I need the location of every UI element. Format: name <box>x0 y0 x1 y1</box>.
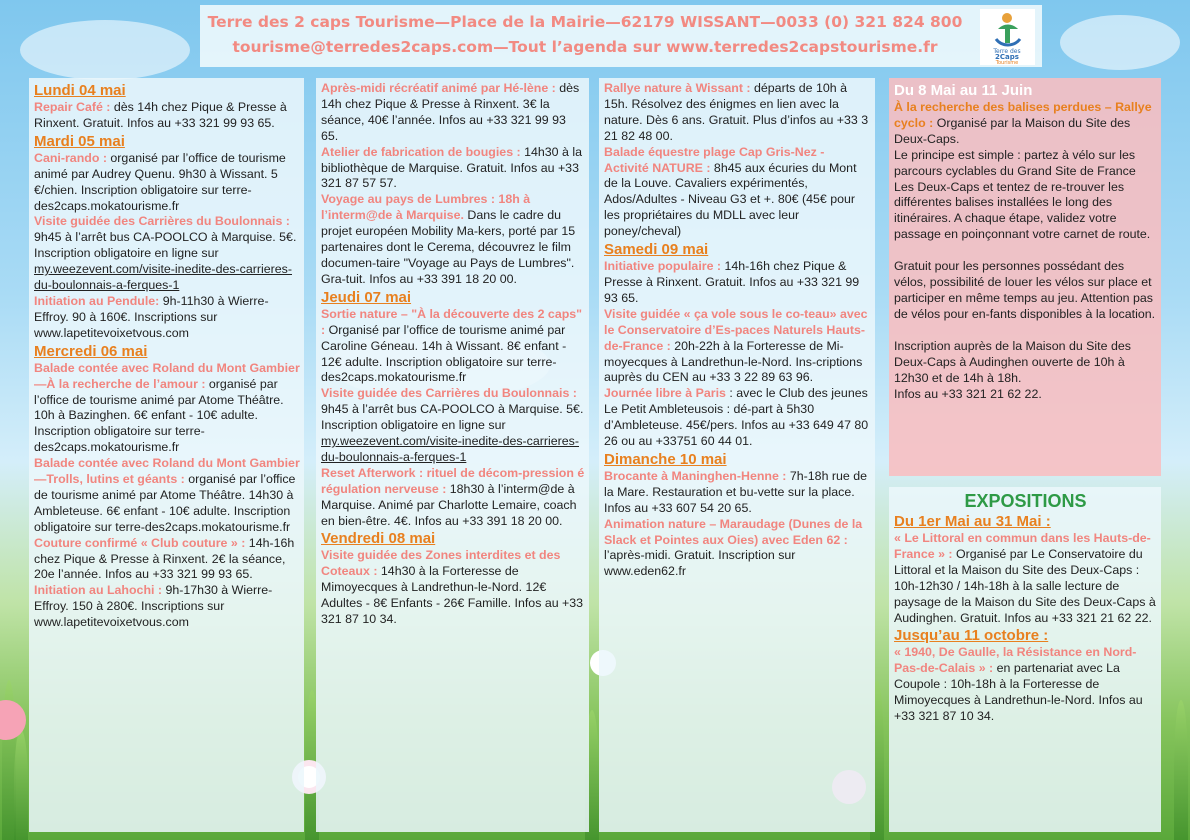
expositions-panel <box>889 487 1161 832</box>
event-details: 9h-11h30 à Wierre-Effroy. 90 à 160€. Inscriptions sur www.lapetitevoixetvous.com <box>34 293 269 340</box>
terre-des-2-caps-logo <box>980 9 1035 65</box>
event-details: 20h-22h à la Forteresse de Mi-moyecques à Landrethun-le-Nord. Ins-criptions auprès du CEN au +33 3 22 89 63 96. <box>604 338 863 385</box>
paragraph: Le principe est simple : partez à vélo sur les parcours cyclables du Grand Site de France Les Deux-Caps et tentez de re-trouver les différentes balises installées le long des itinéraires. A chaque étape, validez votre passage en poinçonnant votre carnet de route. <box>894 147 1151 242</box>
event-details: 7h-18h rue de la Mare. Restauration et bu-vette sur la place. Infos au +33 607 54 20 65. <box>604 468 868 515</box>
event <box>34 151 300 215</box>
period-heading: Du 8 Mai au 11 Juin <box>894 82 1033 99</box>
event-link[interactable]: my.weezevent.com/visite-inedite-des-carrieres-du-boulonnais-a-ferques-1 <box>34 262 292 293</box>
day-heading: Mardi 05 mai <box>34 132 125 150</box>
day-heading: Jeudi 07 mai <box>321 288 412 306</box>
expositions-title: EXPOSITIONS <box>964 491 1087 511</box>
day-heading: Mercredi 06 mai <box>34 342 148 360</box>
cloud <box>20 20 190 80</box>
event-details: 9h45 à l’arrêt bus CA-POOLCO à Marquise. 5€. Inscription obligatoire en ligne sur <box>34 230 297 261</box>
event-title: Balade équestre plage Cap Gris-Nez - Activité NATURE : <box>604 144 825 175</box>
event-title: Reset Afterwork : rituel de décom-pression é régulation nerveuse : <box>321 465 585 496</box>
event-details: organisé par l’office de tourisme animé par Atome Théâtre. 10h à Bazinghen. 6€ enfant - 10€ adulte. Inscription obligatoire sur terre-des2caps.mokatourisme.fr <box>34 376 284 455</box>
agenda-column-2 <box>316 78 589 832</box>
event-details: 14h-16h chez Pique & Presse à Rinxent. Gratuit. Infos au +33 321 99 93 65. <box>604 259 860 305</box>
event-title: Animation nature – Maraudage (Dunes de la Slack et Pointes aux Oies) avec Eden 62 : <box>604 516 863 547</box>
event <box>604 469 871 517</box>
day-heading: Dimanche 10 mai <box>604 450 727 468</box>
event-title: Après-midi récréatif animé par Hé-lène : <box>321 81 556 95</box>
day-heading: Samedi 09 mai <box>604 241 709 259</box>
event-title: Couture confirmé « Club couture » : <box>34 535 246 550</box>
event-details: 9h45 à l’arrêt bus CA-POOLCO à Marquise. 5€. Inscription obligatoire en ligne sur <box>321 402 584 433</box>
agenda-column-3 <box>599 78 875 832</box>
event-link[interactable]: my.weezevent.com/visite-inedite-des-carrieres-du-boulonnais-a-ferques-1 <box>321 434 579 464</box>
header-web: tourisme@terredes2caps.com—Tout l’agenda sur www.terredes2capstourisme.fr <box>232 38 938 56</box>
event-details: 14h30 à la bibliothèque de Marquise. Gratuit. Infos au +33 321 87 57 57. <box>321 144 582 191</box>
grass-blade <box>14 730 28 840</box>
event <box>34 100 300 132</box>
event-title: Voyage au pays de Lumbres : 18h à l’interm@de à Marquise. <box>321 192 531 223</box>
event-details: organisé par l’office de tourisme animé par Audrey Quenu. 9h30 à Wissant. 5 €/chien. Inscription obligatoire sur terre-des2caps.mokatourisme.fr <box>34 150 286 213</box>
event-details: dès 14h chez Pique & Presse à Rinxent. Gratuit. Infos au +33 321 99 93 65. <box>34 100 287 130</box>
event <box>321 307 585 387</box>
event <box>34 361 300 456</box>
event <box>321 466 585 530</box>
event <box>321 81 585 145</box>
event <box>321 548 585 628</box>
contact-header <box>200 5 1042 67</box>
event-title: Brocante à Maninghen-Henne : <box>604 468 787 483</box>
event-title: Initiation au Pendule: <box>34 293 160 308</box>
svg-text:2Caps: 2Caps <box>995 53 1019 61</box>
event-details: en partenariat avec La Coupole : 10h-18h à la Forteresse de Mimoyecques à Landrethun-le-Nord. Infos au +33 321 87 10 34. <box>894 661 1143 724</box>
event-title: À la recherche des balises perdues – Rallye cyclo : <box>894 100 1152 130</box>
event-title: Repair Café : <box>34 100 111 114</box>
cloud <box>1060 15 1180 70</box>
event-details: 9h-17h30 à Wierre-Effroy. 150 à 280€. Inscriptions sur www.lapetitevoixetvous.com <box>34 583 273 630</box>
event <box>321 192 585 287</box>
event <box>894 100 1157 148</box>
event-title: Balade contée avec Roland du Mont Gambier—À la recherche de l’amour : <box>34 360 300 391</box>
event-details: 14h-16h chez Pique & Presse à Rinxent. 2€ la séance, 20e l’année. Infos au +33 321 99 93 65. <box>34 535 295 582</box>
event <box>604 145 871 240</box>
event-title: Cani-rando : <box>34 150 107 165</box>
event-details: : avec le Club des jeunes Le Petit Ambleteusois : dé-part à 5h30 d’Ambleteuse. 45€/pers. Infos au +33 649 47 80 26 ou au +33751 60 44 01. <box>604 386 869 449</box>
event <box>604 386 871 450</box>
event <box>321 386 585 466</box>
event-title: Visite guidée des Zones interdites et des Coteaux : <box>321 548 561 579</box>
svg-text:Tourisme: Tourisme <box>995 60 1019 65</box>
paragraph: Infos au +33 321 21 62 22. <box>894 386 1042 401</box>
event <box>34 536 300 584</box>
event-details: Dans le cadre du projet européen Mobility Ma-kers, porté par 15 partenaires dont le Cerema, découvrez le film documen-taire "Voyage au Pays de Lumbres". Gra-tuit. Infos au +33 391 18 20 00. <box>321 208 576 286</box>
period-heading: Du 1er Mai au 31 Mai : <box>894 513 1051 530</box>
svg-text:Terre des: Terre des <box>993 48 1021 55</box>
event-details: 14h30 à la Forteresse de Mimoyecques à Landrethun-le-Nord. 12€ Adultes - 8€ Enfants - 26€ Famille. Infos au +33 321 87 10 34. <box>321 564 584 627</box>
event-details: dès 14h chez Pique & Presse à Rinxent. 3€ la séance, 40€ l’année. Infos au +33 321 99 93 65. <box>321 81 580 143</box>
event-title: Rallye nature à Wissant : <box>604 81 751 95</box>
paragraph: Inscription auprès de la Maison du Site des Deux-Caps à Audinghen ouverte de 10h à 12h30 et de 14h à 18h. <box>894 338 1131 385</box>
event <box>604 259 871 307</box>
event-title: Balade contée avec Roland du Mont Gambier—Trolls, lutins et géants : <box>34 456 300 487</box>
event <box>604 517 871 581</box>
event-details: l’après-midi. Gratuit. Inscription sur www.eden62.fr <box>604 548 796 579</box>
event-details: Organisé par Le Conservatoire du Littoral et la Maison du Site des Deux-Caps : <box>894 546 1143 577</box>
event <box>604 307 871 387</box>
event <box>321 145 585 193</box>
paragraph: Gratuit pour les personnes possédant des vélos, possibilité de louer les vélos sur place et participer en même temps au jeu. Attention pas de vélos pour en-fants disponibles à la location. <box>894 259 1156 321</box>
grass-blade <box>1174 700 1188 840</box>
event <box>894 645 1157 725</box>
event-title: Sortie nature – "À la découverte des 2 caps" : <box>321 306 583 337</box>
event-details: 18h30 à l’interm@de à Marquise. Animé par Charlotte Lemaire, coach en bien-être. 4€. Infos au +33 391 18 20 00. <box>321 481 577 528</box>
event-title: Visite guidée des Carrières du Boulonnais : <box>321 386 577 401</box>
event-title: « 1940, De Gaulle, la Résistance en Nord-Pas-de-Calais » : <box>894 645 1137 676</box>
event-title: Initiation au Lahochi : <box>34 583 163 598</box>
event-details: 8h45 aux écuries du Mont de la Louve. Cavaliers expérimentés, Ados/Adultes - Niveau G3 et +. 80€ (45€ pour les propriétaires du MDLL avec leur poney/cheval) <box>604 160 857 239</box>
event <box>34 583 300 631</box>
header-address: Terre des 2 caps Tourisme—Place de la Mairie—62179 WISSANT—0033 (0) 321 824 800 <box>207 13 963 31</box>
rallye-cyclo-panel <box>889 78 1161 476</box>
event-title: Visite guidée des Carrières du Boulonnais : <box>34 214 290 229</box>
event-title: Initiative populaire : <box>604 259 722 274</box>
event <box>34 294 300 342</box>
day-heading: Lundi 04 mai <box>34 82 126 99</box>
event-title: Atelier de fabrication de bougies : <box>321 144 521 159</box>
paragraph: 10h-12h30 / 14h-18h à la salle lecture de paysage de la Maison du Site des Deux-Caps à Audinghen. Gratuit. Infos au +33 321 21 62 22. <box>894 578 1156 625</box>
event <box>604 81 871 145</box>
day-heading: Vendredi 08 mai <box>321 530 436 548</box>
event-title: Journée libre à Paris <box>604 386 726 401</box>
event-details: organisé par l’office de tourisme animé par Atome Théâtre. 14h30 à Ambleteuse. 6€ enfant - 10€ adulte. Inscription obligatoire sur terre-des2caps.mokatourisme.fr <box>34 472 296 534</box>
event-details: Organisé par l’office de tourisme animé par Caroline Géneau. 14h à Wissant. 8€ enfant - 12€ adulte. Inscription obligatoire sur terre-des2caps.mokatourisme.fr <box>321 322 567 385</box>
agenda-column-1 <box>29 78 304 832</box>
event-details: départs de 10h à 15h. Résolvez des énigmes en lien avec la nature. Dès 6 ans. Gratuit. Plus d’infos au +33 3 21 82 48 00. <box>604 81 869 143</box>
event <box>34 214 300 294</box>
event <box>894 531 1157 579</box>
event-title: « Le Littoral en commun dans les Hauts-de-France » : <box>894 531 1151 561</box>
event <box>34 456 300 536</box>
period-heading: Jusqu’au 11 octobre : <box>894 627 1049 645</box>
event-details: Organisé par la Maison du Site des Deux-Caps. <box>894 115 1131 146</box>
event-title: Visite guidée « ça vole sous le co-teau» avec le Conservatoire d’Es-paces Naturels Hauts-de-France : <box>604 306 868 353</box>
